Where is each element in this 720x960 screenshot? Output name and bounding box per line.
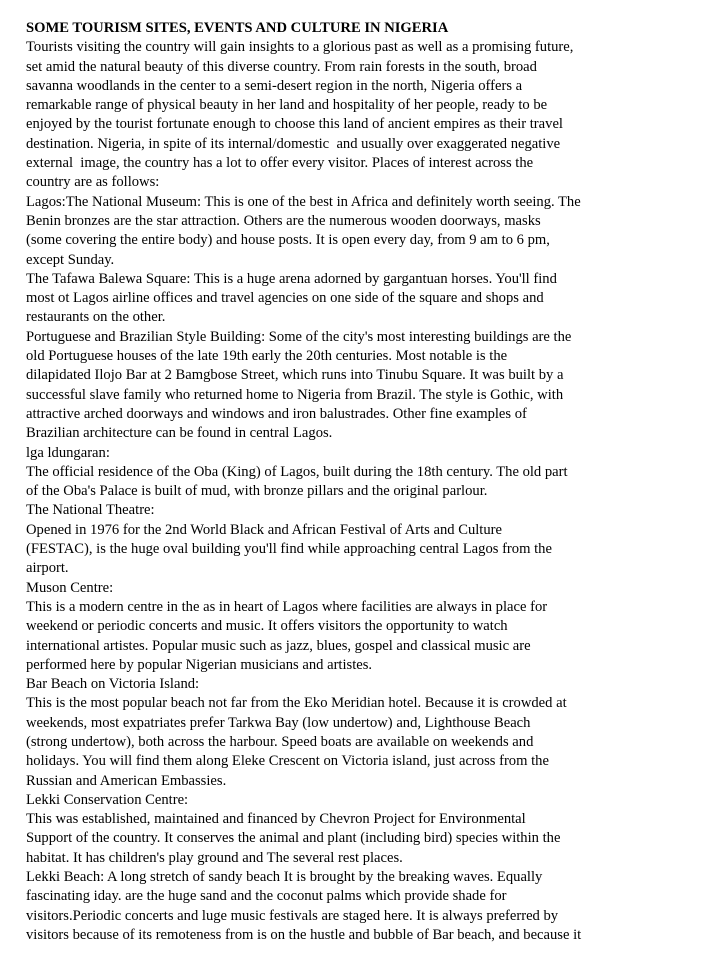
text-line: Muson Centre: [26,579,114,596]
text-line: attractive arched doorways and windows and iron balustrades. Other fine examples of [26,405,527,422]
text-line: habitat. It has children's play ground and The several rest places. [26,849,403,866]
text-line: Brazilian architecture can be found in central Lagos. [26,425,333,442]
text-line: destination. Nigeria, in spite of its internal/domestic and usually over exaggerated negative [26,135,561,152]
text-line: airport. [26,560,69,577]
text-line: of the Oba's Palace is built of mud, with bronze pillars and the original parlour. [26,483,488,500]
text-line: weekend or periodic concerts and music. It offers visitors the opportunity to watch [26,618,508,635]
text-line: visitors because of its remoteness from is on the hustle and bubble of Bar beach, and because it [26,926,582,943]
text-line: This is the most popular beach not far from the Eko Meridian hotel. Because it is crowded at [26,695,567,712]
text-line: old Portuguese houses of the late 19th early the 20th centuries. Most notable is the [26,348,508,365]
text-line: This is a modern centre in the as in heart of Lagos where facilities are always in place for [26,598,548,615]
document-page [26,19,716,945]
text-line: Bar Beach on Victoria Island: [26,676,200,693]
text-line: most ot Lagos airline offices and travel agencies on one side of the square and shops and [26,290,544,307]
text-line: Lekki Beach: A long stretch of sandy beach It is brought by the breaking waves. Equally [26,869,543,886]
text-line: remarkable range of physical beauty in her land and hospitality of her people, ready to be [26,97,548,114]
text-line: (some covering the entire body) and house posts. It is open every day, from 9 am to 6 pm, [26,232,550,249]
text-line: Russian and American Embassies. [26,772,227,789]
text-line: Tourists visiting the country will gain insights to a glorious past as well as a promising future, [26,39,574,56]
text-line: dilapidated Ilojo Bar at 2 Bamgbose Street, which runs into Tinubu Square. It was built by a [26,367,564,384]
text-line: Opened in 1976 for the 2nd World Black and African Festival of Arts and Culture [26,521,502,538]
text-line: Portuguese and Brazilian Style Building: Some of the city's most interesting buildings are the [26,328,572,345]
text-line: enjoyed by the tourist fortunate enough to choose this land of ancient empires as their travel [26,116,563,133]
text-line: set amid the natural beauty of this diverse country. From rain forests in the south, broad [26,58,537,75]
text-line: The official residence of the Oba (King) of Lagos, built during the 18th century. The old part [26,463,568,480]
text-line: fascinating iday. are the huge sand and the coconut palms which provide shade for [26,888,507,905]
text-line: (strong undertow), both across the harbour. Speed boats are available on weekends and [26,733,534,750]
text-line: visitors.Periodic concerts and luge music festivals are staged here. It is always preferred by [26,907,559,924]
text-line: The Tafawa Balewa Square: This is a huge arena adorned by gargantuan horses. You'll find [26,270,557,287]
text-line: performed here by popular Nigerian musicians and artistes. [26,656,373,673]
document-title: SOME TOURISM SITES, EVENTS AND CULTURE IN NIGERIA [26,20,449,36]
text-line: successful slave family who returned home to Nigeria from Brazil. The style is Gothic, with [26,386,564,403]
text-line: holidays. You will find them along Eleke Crescent on Victoria island, just across from the [26,753,549,770]
text-line: lga ldungaran: [26,444,110,461]
text-line: international artistes. Popular music such as jazz, blues, gospel and classical music are [26,637,531,654]
text-line: weekends, most expatriates prefer Tarkwa Bay (low undertow) and, Lighthouse Beach [26,714,531,731]
text-line: country are as follows: [26,174,160,191]
text-line: The National Theatre: [26,502,155,519]
text-line: This was established, maintained and financed by Chevron Project for Environmental [26,811,526,828]
text-line: except Sunday. [26,251,115,268]
text-line: Benin bronzes are the star attraction. Others are the numerous wooden doorways, masks [26,212,541,229]
text-line: savanna woodlands in the center to a semi-desert region in the north, Nigeria offers a [26,77,523,94]
text-line: restaurants on the other. [26,309,166,326]
text-line: external image, the country has a lot to offer every visitor. Places of interest across the [26,155,534,172]
text-line: Lekki Conservation Centre: [26,791,189,808]
text-line: (FESTAC), is the huge oval building you'll find while approaching central Lagos from the [26,541,552,558]
text-line: Support of the country. It conserves the animal and plant (including bird) species within the [26,830,561,847]
text-line: Lagos:The National Museum: This is one of the best in Africa and definitely worth seeing. The [26,193,581,210]
